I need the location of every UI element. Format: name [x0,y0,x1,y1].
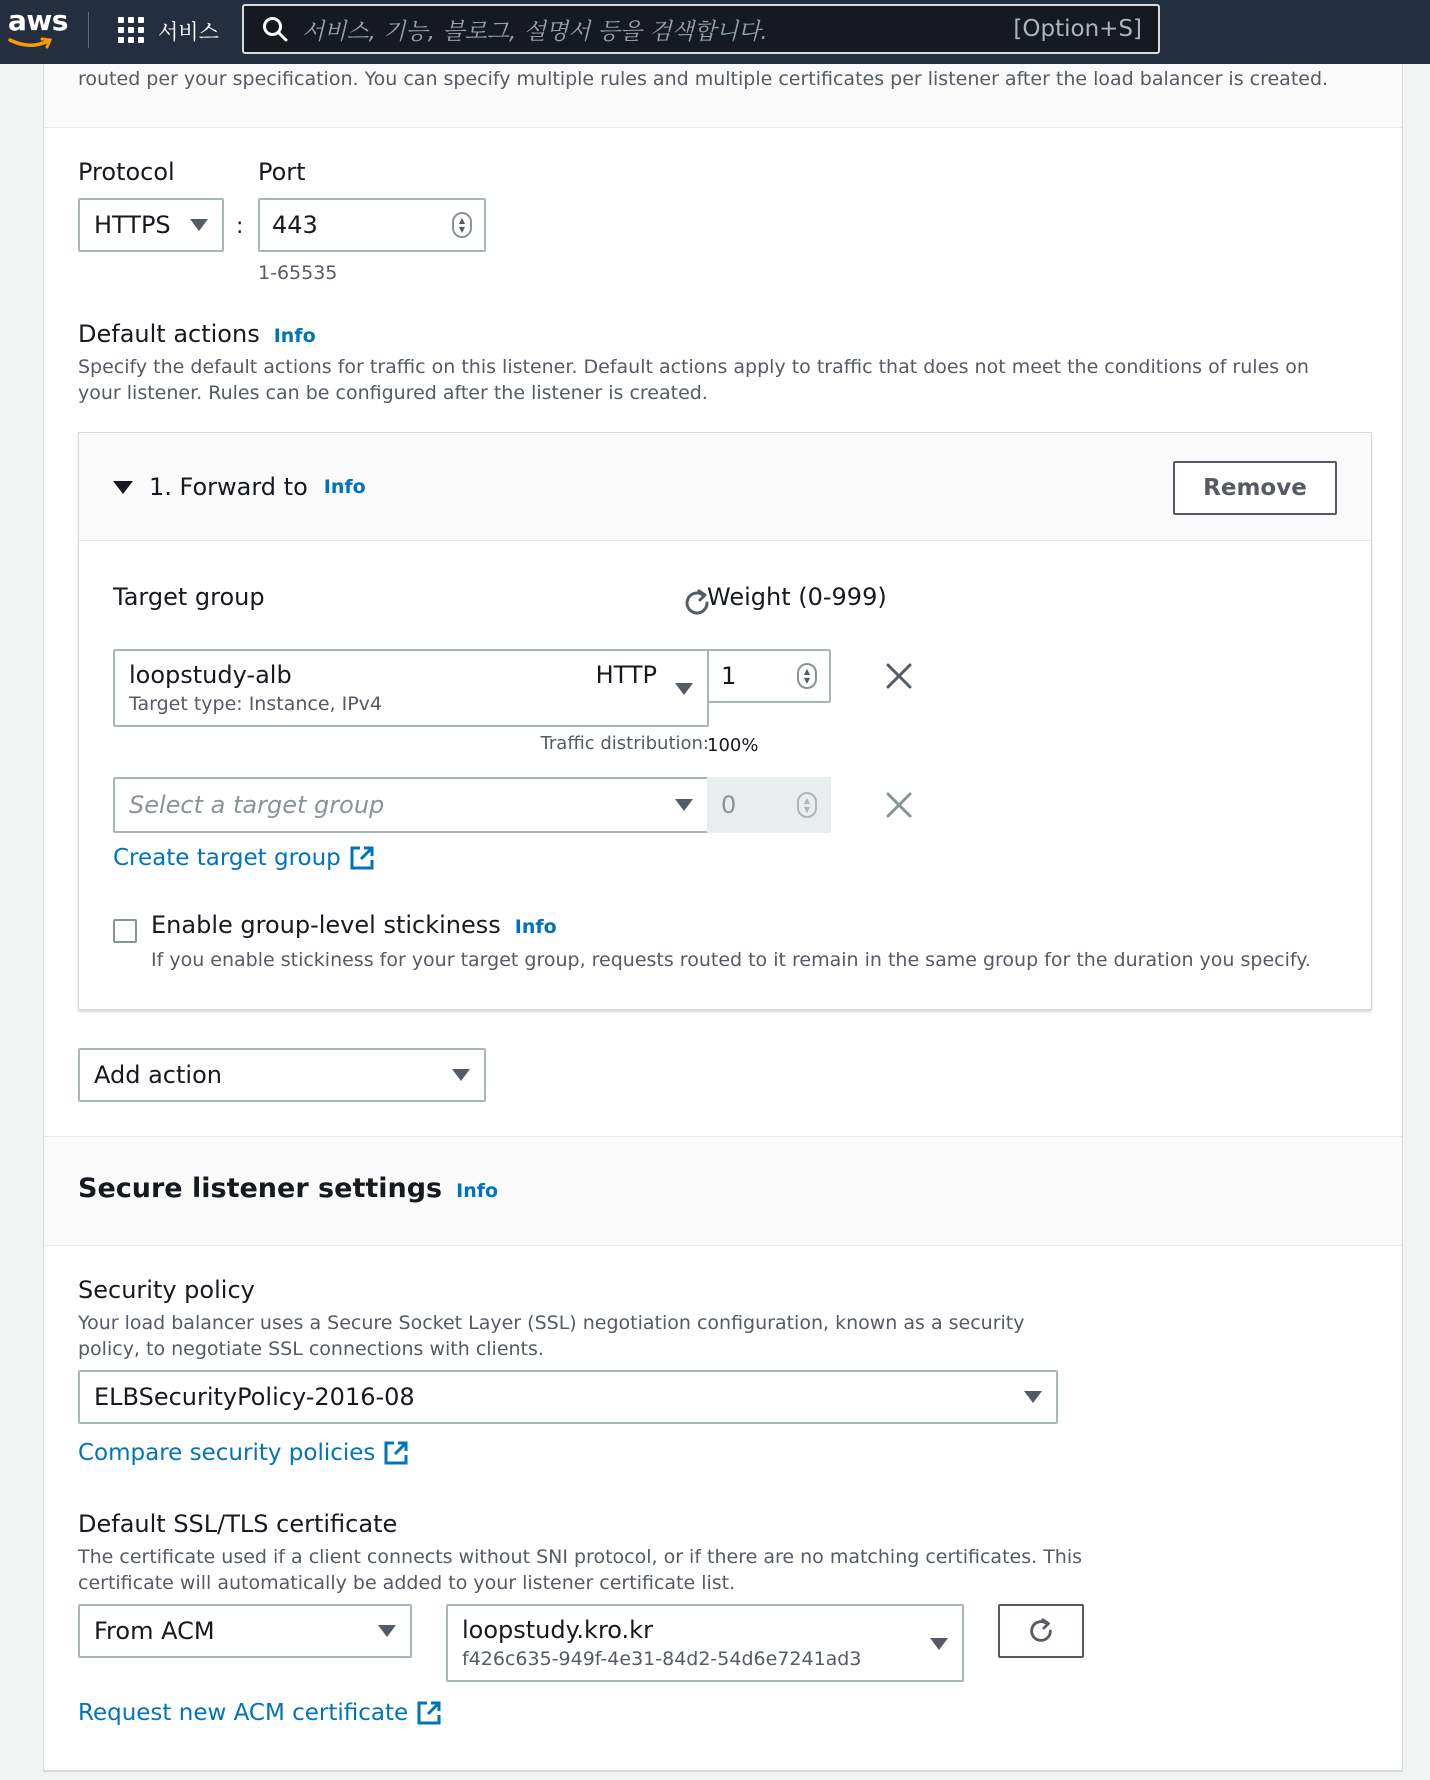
weight-input-disabled [707,777,831,833]
traffic-distribution-value: 100% [707,735,759,756]
secure-settings-info-link[interactable]: Info [456,1180,499,1202]
security-policy-value: ELBSecurityPolicy-2016-08 [94,1383,415,1411]
forward-toggle[interactable] [113,473,366,501]
number-stepper-icon[interactable]: ▲ ▼ [452,212,472,238]
listener-card [43,64,1403,1772]
default-actions-header [78,320,316,348]
card-intro [44,64,1402,128]
port-hint: 1-65535 [258,262,338,284]
protocol-label: Protocol [78,158,175,186]
certificate-name: loopstudy.kro.kr [462,1616,653,1644]
grid-icon [118,17,146,45]
certificate-source-value: From ACM [94,1617,215,1645]
chevron-down-icon [452,1069,470,1081]
security-policy-select[interactable] [78,1370,1058,1424]
target-group-label: Target group [113,583,265,611]
certificate-label: Default SSL/TLS certificate [78,1510,398,1538]
create-target-group-link[interactable] [113,845,375,871]
port-input[interactable] [258,198,486,252]
remove-button[interactable]: Remove [1173,461,1337,515]
default-actions-description: Specify the default actions for traffic on this listener. Default actions apply to traffic that does not meet the conditions of rules on your listener. Rules can be configured after the listener is created. [78,356,1309,404]
add-action-select[interactable] [78,1048,486,1102]
stickiness-info-link[interactable]: Info [514,916,557,938]
external-link-icon [416,1700,442,1726]
certificate-select[interactable] [446,1604,964,1682]
external-link-icon [349,845,375,871]
search-icon [262,16,288,42]
number-stepper-icon[interactable]: ▲ ▼ [797,663,817,689]
target-group-placeholder: Select a target group [129,791,385,819]
certificate-source-select[interactable] [78,1604,412,1658]
search-input[interactable] [242,4,1160,54]
default-actions-title: Default actions [78,320,260,348]
stickiness-label[interactable]: Enable group-level stickiness [151,911,501,939]
chevron-down-icon [1024,1391,1042,1403]
forward-info-link[interactable]: Info [323,476,366,498]
secure-settings-header [44,1136,1402,1246]
secure-settings-title: Secure listener settings [78,1173,443,1204]
target-group-selected [129,661,675,717]
close-icon[interactable] [885,662,913,690]
port-value: 443 [272,211,318,239]
aws-logo-text: aws [8,4,68,37]
stickiness-checkbox[interactable] [113,919,137,943]
security-policy-description: Your load balancer uses a Secure Socket Layer (SSL) negotiation configuration, known as a security policy, to negotiate SSL connections with clients. [78,1312,1025,1360]
target-group-type: Target type: Instance, IPv4 [129,693,382,715]
target-group-select-empty[interactable] [113,777,709,833]
forward-action-panel [78,432,1372,1010]
caret-down-icon [113,481,133,494]
protocol-select[interactable] [78,198,224,252]
security-policy-label: Security policy [78,1276,255,1304]
chevron-down-icon [675,683,693,695]
create-target-group-label: Create target group [113,845,341,871]
number-stepper-icon: ▲ ▼ [797,792,817,818]
weight-label: Weight (0-999) [707,583,887,611]
external-link-icon [383,1440,409,1466]
top-navigation [0,0,1430,64]
target-group-protocol: HTTP [595,661,657,689]
services-label: 서비스 [158,20,219,44]
stickiness-header [151,911,557,939]
refresh-icon [1026,1616,1056,1646]
forward-action-header [79,433,1371,541]
protocol-port-separator: : [236,214,244,239]
forward-title: 1. Forward to [149,473,308,501]
refresh-certificates-button[interactable] [998,1604,1084,1658]
aws-logo[interactable] [8,4,68,52]
add-action-label: Add action [94,1061,222,1089]
close-icon [885,791,913,819]
port-label: Port [258,158,306,186]
traffic-distribution-label: Traffic distribution: [540,733,709,754]
compare-security-policies-link[interactable] [78,1440,409,1466]
stickiness-description: If you enable stickiness for your target group, requests routed to it remain in the same group for the duration you specify. [151,949,1311,971]
protocol-value: HTTPS [94,211,171,239]
aws-smile-icon [8,37,54,49]
chevron-down-icon [930,1638,948,1650]
target-group-name: loopstudy-alb [129,661,292,689]
nav-divider [88,12,89,48]
search-placeholder: 서비스, 기능, 블로그, 설명서 등을 검색합니다. [302,18,768,45]
weight-value-disabled: 0 [721,791,737,819]
weight-value: 1 [721,662,737,690]
weight-input[interactable] [707,649,831,703]
intro-text: routed per your specification. You can specify multiple rules and multiple certificates per listener after the load balancer is created. [78,68,1329,90]
chevron-down-icon [378,1625,396,1637]
default-actions-info-link[interactable]: Info [273,325,316,347]
request-acm-certificate-label: Request new ACM certificate [78,1700,409,1726]
certificate-description: The certificate used if a client connects without SNI protocol, or if there are no matching certificates. This certificate will automatically be added to your listener certificate list. [78,1546,1083,1594]
certificate-selected [462,1616,930,1672]
compare-security-policies-label: Compare security policies [78,1440,376,1466]
request-acm-certificate-link[interactable] [78,1700,442,1726]
chevron-down-icon [190,219,208,231]
certificate-id: f426c635-949f-4e31-84d2-54d6e7241ad3 [462,1648,862,1670]
services-menu-button[interactable] [118,14,219,48]
chevron-down-icon [675,799,693,811]
target-group-select[interactable] [113,649,709,727]
search-shortcut: [Option+S] [1013,16,1142,42]
secure-settings-title-row [78,1173,498,1204]
